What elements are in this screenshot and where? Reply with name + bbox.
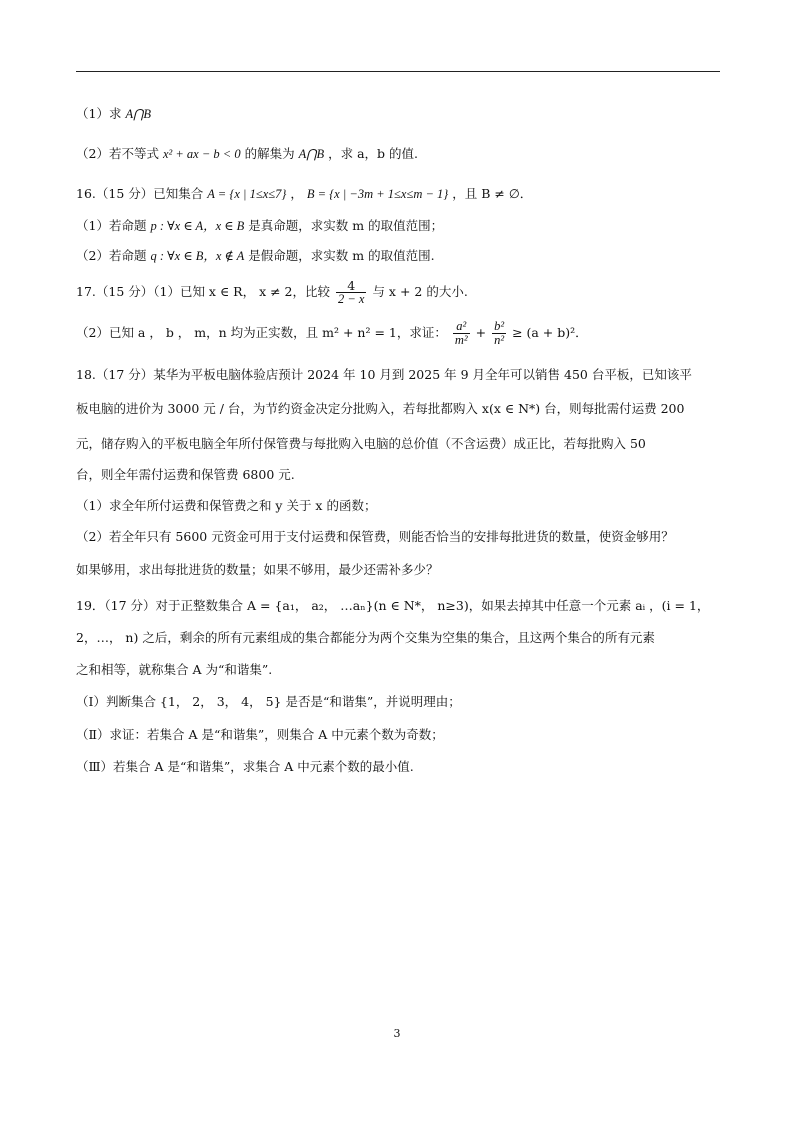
q19-line-4: （Ⅰ）判断集合 {1， 2， 3， 4， 5} 是否是“和谐集”，并说明理由；	[76, 694, 461, 709]
q16-head: 16.（15 分）已知集合	[76, 186, 204, 201]
q18-line-1: 18.（17 分）某华为平板电脑体验店预计 2024 年 10 月到 2025 年 9 月全年可以销售 450 台平板，已知该平	[76, 367, 692, 382]
q18-line-3: 元，储存购入的平板电脑全年所付保管费与每批购入电脑的总价值（不含运费）成正比，若每批购入 50	[76, 436, 646, 451]
q18-line-6: （2）若全年只有 5600 元资金可用于支付运费和保管费，则能否恰当的安排每批进货的数量，使资金够用？	[76, 529, 674, 544]
q17-frac1-den: 2 − x	[337, 292, 365, 306]
q15-part2-text-c: ，求 a，b 的值.	[328, 146, 418, 161]
q17-head: 17.（15 分）（1）已知 x ∈ R， x ≠ 2，比较	[76, 284, 330, 299]
q17-frac2-num: a²	[453, 320, 470, 334]
header-rule	[76, 71, 720, 72]
q19-line-5: （Ⅱ）求证：若集合 A 是“和谐集”，则集合 A 中元素个数为奇数；	[76, 727, 444, 742]
q17-plus: +	[475, 325, 487, 340]
q16-part2	[76, 247, 726, 265]
q16-tail: ，且 B ≠ ∅．	[452, 186, 533, 201]
q17-frac1-num: 4	[336, 279, 366, 293]
q19-line-3: 之和相等，就称集合 A 为“和谐集”.	[76, 662, 273, 677]
q18-line-7: 如果够用，求出每批进货的数量；如果不够用，最少还需补多少？	[76, 562, 439, 577]
q16-part1-b: 是真命题，求实数 m 的取值范围；	[248, 218, 444, 233]
q17-fraction-3	[492, 320, 506, 347]
q15-part2-text-b: 的解集为	[244, 146, 295, 161]
q17-part2-a: （2）已知 a ， b ， m，n 均为正实数，且 m² + n² = 1，求证：	[76, 325, 447, 340]
q19-line-1: 19．（17 分）对于正整数集合 A = {a₁， a₂， …aₙ}(n ∈ N*， n≥3)，如果去掉其中任意一个元素 aᵢ ，(i = 1，	[76, 598, 710, 613]
q15-part1-math: A⋂B	[125, 107, 151, 121]
q16-stem	[76, 185, 726, 203]
q16-part1	[76, 217, 726, 235]
q17-fraction-1	[336, 279, 366, 306]
q17-frac2-den: m²	[454, 333, 468, 347]
q15-part2-math: x² + ax − b < 0	[162, 147, 241, 161]
q16-part2-math: q : ∀x ∈ B，x ∉ A	[150, 249, 245, 263]
q15-part1	[76, 105, 726, 123]
q15-part1-text: （1）求	[76, 106, 122, 121]
q19-line-6: （Ⅲ）若集合 A 是“和谐集”，求集合 A 中元素个数的最小值.	[76, 759, 414, 774]
q15-part2	[76, 145, 726, 163]
page-number: 3	[393, 1027, 401, 1040]
q16-part2-b: 是假命题，求实数 m 的取值范围.	[248, 248, 435, 263]
q16-sep: ，	[290, 186, 303, 201]
q16-part2-a: （2）若命题	[76, 248, 147, 263]
q17-part2	[76, 318, 726, 348]
q15-part2-text-a: （2）若不等式	[76, 146, 159, 161]
q15-part2-math2: A⋂B	[298, 147, 325, 161]
q17-mid: 与 x + 2 的大小.	[372, 284, 468, 299]
q17-part2-b: ≥ (a + b)²．	[512, 325, 588, 340]
q17-frac3-num: b²	[494, 319, 505, 333]
q19-line-2: 2，…， n) 之后，剩余的所有元素组成的集合都能分为两个交集为空集的集合，且这两个集合的所有元素	[76, 630, 655, 645]
q17-fraction-2	[453, 320, 470, 347]
q18-line-4: 台，则全年需付运费和保管费 6800 元.	[76, 467, 295, 482]
q17-frac3-den: n²	[494, 333, 505, 347]
q16-part1-math: p : ∀x ∈ A，x ∈ B	[150, 219, 245, 233]
q18-line-5: （1）求全年所付运费和保管费之和 y 关于 x 的函数；	[76, 498, 377, 513]
q17-part1	[76, 278, 726, 306]
q18-line-2: 板电脑的进价为 3000 元 / 台，为节约资金决定分批购入，若每批都购入 x(x ∈ N*) 台，则每批需付运费 200	[76, 401, 685, 416]
q16-part1-a: （1）若命题	[76, 218, 147, 233]
q16-set-a: A = {x | 1≤x≤7}	[207, 187, 287, 201]
q16-set-b: B = {x | −3m + 1≤x≤m − 1}	[306, 187, 449, 201]
